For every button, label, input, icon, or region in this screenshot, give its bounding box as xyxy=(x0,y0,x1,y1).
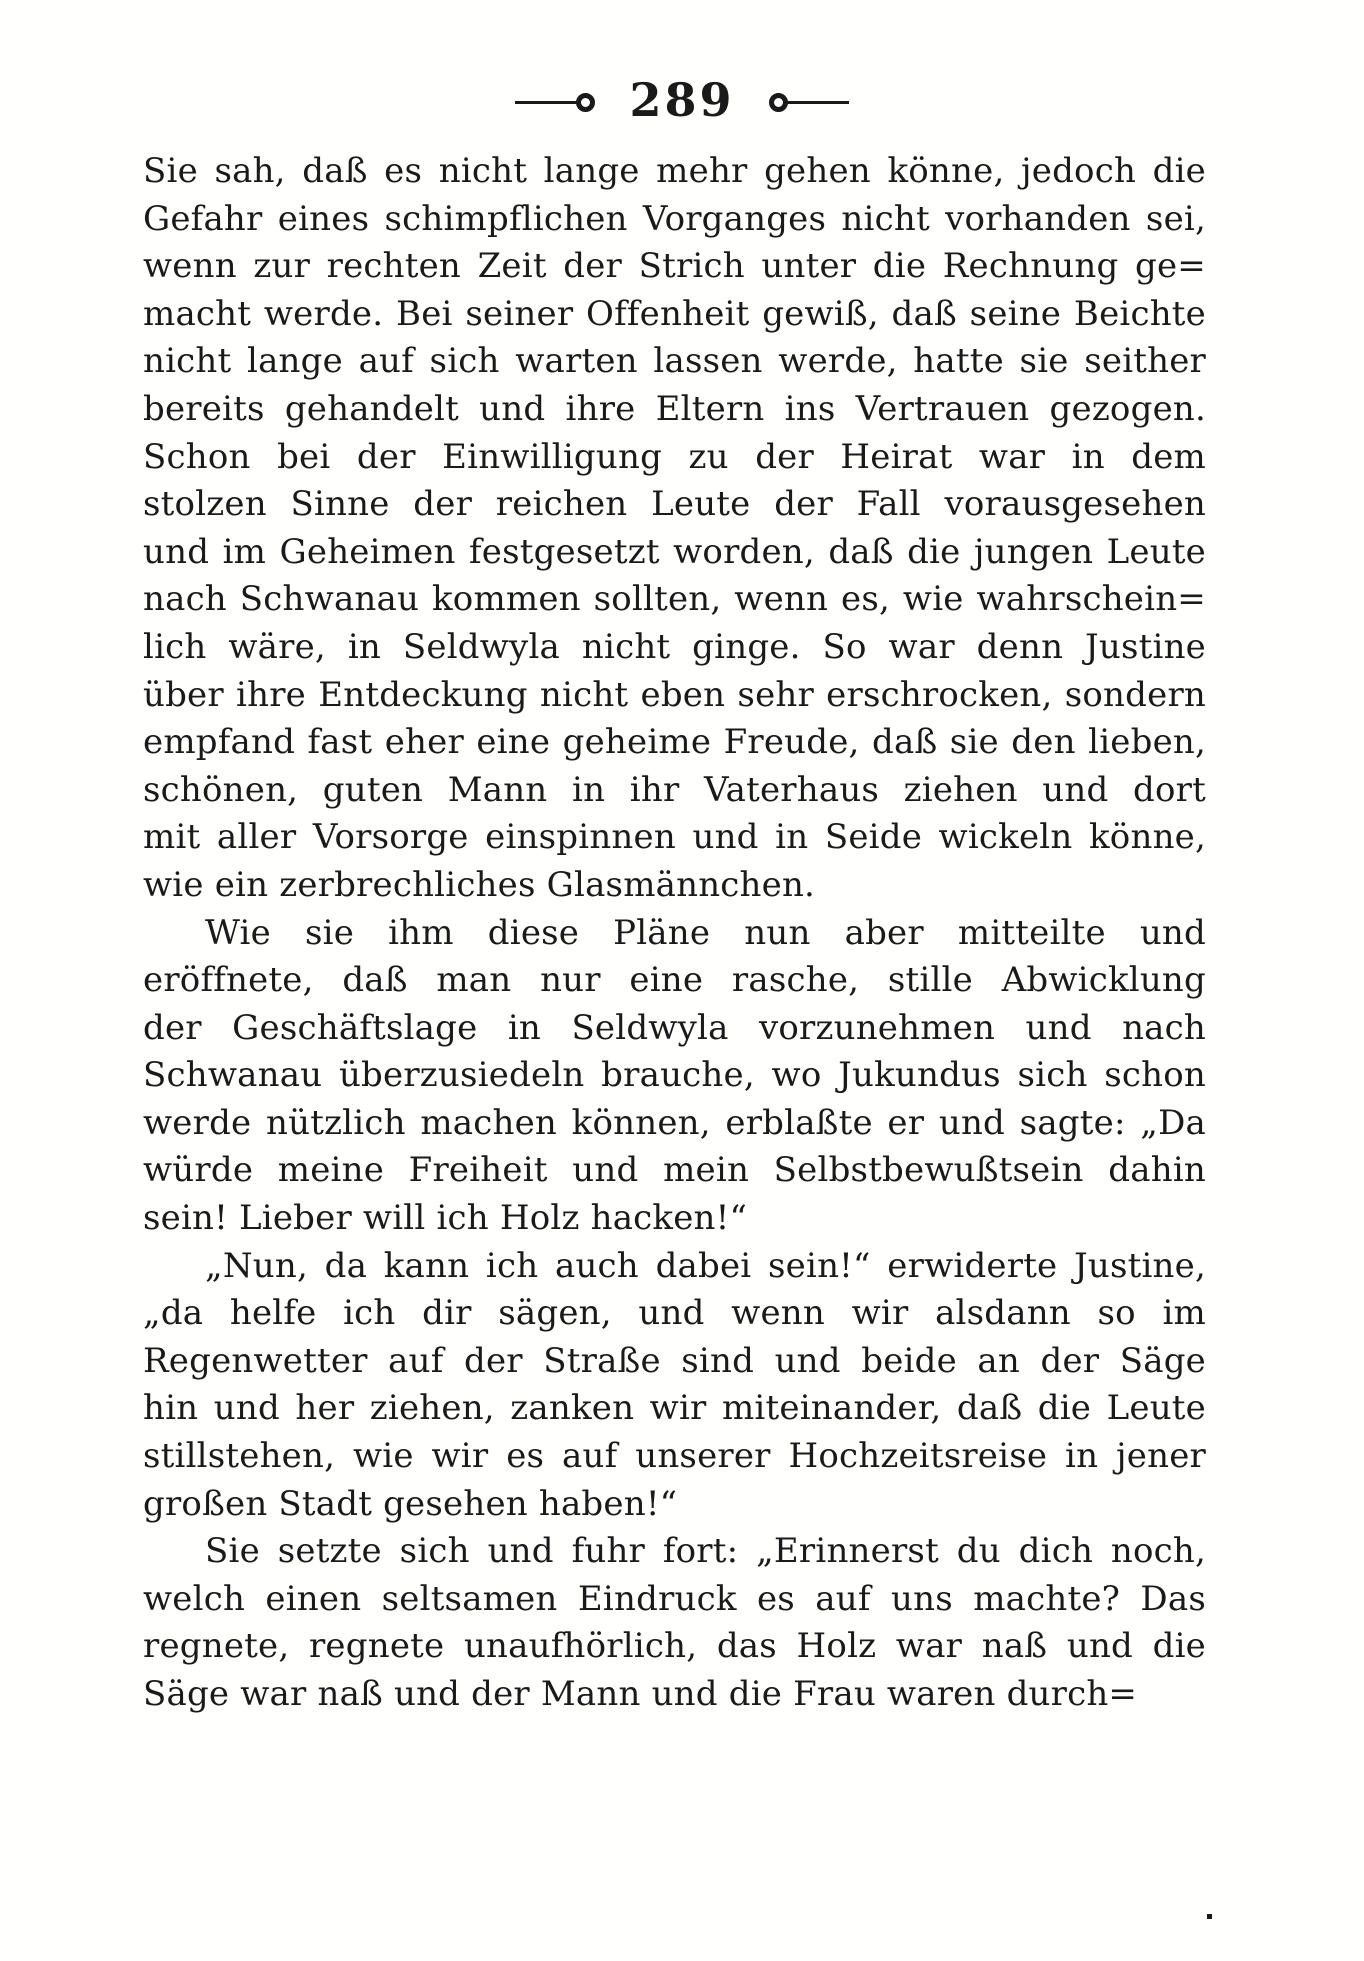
page-text-block xyxy=(143,148,1206,1719)
text-line: stolzen Sinne der reichen Leute der Fall vorausgesehen xyxy=(143,484,1206,525)
text-line: schönen, guten Mann in ihr Vaterhaus ziehen und dort xyxy=(143,769,1206,810)
text-line: Wie sie ihm diese Pläne nun aber mitteilte und xyxy=(205,912,1206,953)
header-rule-right-icon xyxy=(787,101,849,104)
header-ring-right-icon xyxy=(769,93,788,112)
text-line: Gefahr eines schimpflichen Vorganges nicht vorhanden sei, xyxy=(143,198,1206,239)
text-line: mit aller Vorsorge einspinnen und in Seide wickeln könne, xyxy=(143,817,1206,858)
text-line: „da helfe ich dir sägen, und wenn wir alsdann so im xyxy=(143,1293,1206,1334)
text-line: Schwanau überzusiedeln brauche, wo Jukundus sich schon xyxy=(143,1055,1206,1096)
text-line: macht werde. Bei seiner Offenheit gewiß, daß seine Beichte xyxy=(143,293,1206,334)
text-line: der Geschäftslage in Seldwyla vorzunehmen und nach xyxy=(143,1007,1206,1048)
text-line: welch einen seltsamen Eindruck es auf uns machte? Das xyxy=(143,1578,1206,1619)
page-header xyxy=(0,72,1364,132)
text-line: Schon bei der Einwilligung zu der Heirat war in dem xyxy=(143,436,1206,477)
ink-speck xyxy=(1207,1914,1212,1919)
text-line: Sie setzte sich und fuhr fort: „Erinnerst du dich noch, xyxy=(205,1531,1206,1572)
header-ring-left-icon xyxy=(576,93,595,112)
text-line: werde nützlich machen können, erblaßte er und sagte: „Da xyxy=(143,1102,1206,1143)
text-line: stillstehen, wie wir es auf unserer Hochzeitsreise in jener xyxy=(143,1436,1206,1477)
text-line: und im Geheimen festgesetzt worden, daß die jungen Leute xyxy=(143,531,1206,572)
text-line: eröffnete, daß man nur eine rasche, stille Abwicklung xyxy=(143,960,1206,1001)
text-line: bereits gehandelt und ihre Eltern ins Vertrauen gezogen. xyxy=(143,388,1206,429)
header-rule-left-icon xyxy=(515,101,577,104)
page-number: 289 xyxy=(629,73,735,127)
text-line: „Nun, da kann ich auch dabei sein!“ erwiderte Justine, xyxy=(205,1245,1206,1286)
text-line: wie ein zerbrechliches Glasmännchen. xyxy=(143,864,816,905)
text-line: empfand fast eher eine geheime Freude, daß sie den lieben, xyxy=(143,722,1206,763)
text-line: Säge war naß und der Mann und die Frau waren durch= xyxy=(143,1674,1138,1714)
text-line: sein! Lieber will ich Holz hacken!“ xyxy=(143,1198,748,1239)
text-line: wenn zur rechten Zeit der Strich unter die Rechnung ge= xyxy=(143,246,1206,287)
text-line: nach Schwanau kommen sollten, wenn es, wie wahrschein= xyxy=(143,579,1206,620)
text-line: über ihre Entdeckung nicht eben sehr erschrocken, sondern xyxy=(143,674,1206,715)
text-line: lich wäre, in Seldwyla nicht ginge. So war denn Justine xyxy=(143,626,1206,667)
text-line: nicht lange auf sich warten lassen werde, hatte sie seither xyxy=(143,341,1206,382)
text-line: regnete, regnete unaufhörlich, das Holz war naß und die xyxy=(143,1626,1206,1667)
text-line: Sie sah, daß es nicht lange mehr gehen könne, jedoch die xyxy=(143,151,1206,191)
text-line: hin und her ziehen, zanken wir miteinander, daß die Leute xyxy=(143,1388,1206,1429)
text-line: großen Stadt gesehen haben!“ xyxy=(143,1483,678,1524)
text-line: Regenwetter auf der Straße sind und beide an der Säge xyxy=(143,1340,1206,1381)
text-line: würde meine Freiheit und mein Selbstbewußtsein dahin xyxy=(143,1150,1206,1191)
